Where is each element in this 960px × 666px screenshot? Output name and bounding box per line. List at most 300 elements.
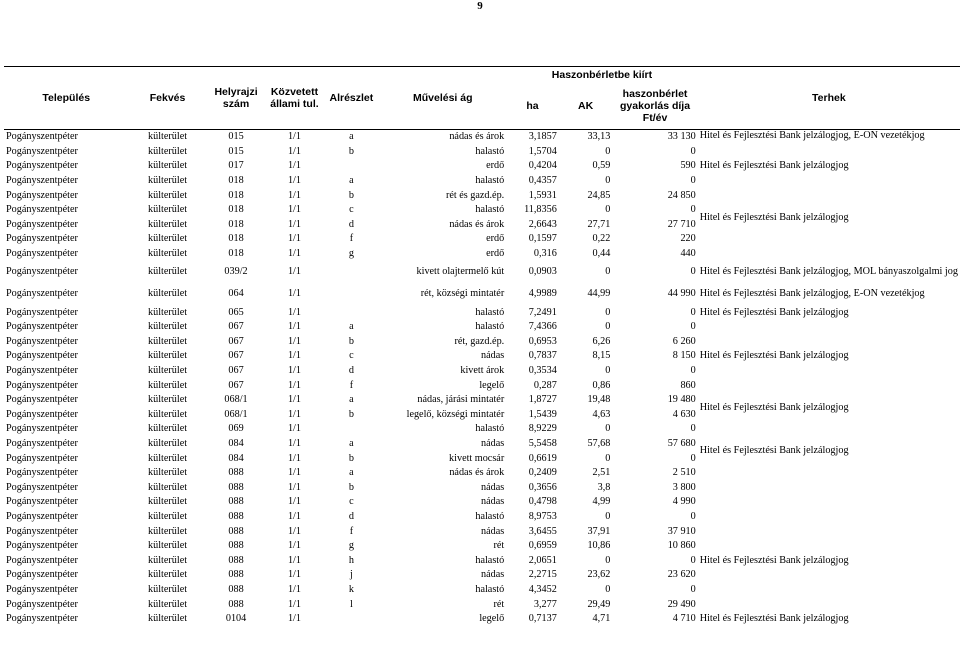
cell-dij: 37 910 — [667, 525, 696, 537]
cell-ha: 0,7837 — [528, 350, 557, 362]
cell-fekves: külterület — [148, 306, 188, 318]
cell-muvelesi: halastó — [475, 510, 505, 522]
cell-ak: 6,26 — [592, 335, 611, 347]
cell-ha: 2,0651 — [528, 554, 557, 566]
col-header-telepules: Település — [42, 92, 91, 104]
cell-fekves: külterület — [148, 583, 188, 595]
cell-muvelesi: legelő, községi mintatér — [406, 408, 505, 420]
cell-alreszlet: c — [349, 496, 354, 508]
cell-helyrajzi: 067 — [228, 379, 244, 391]
cell-dij: 0 — [690, 510, 696, 522]
cell-ak: 10,86 — [587, 540, 611, 552]
cell-alreszlet: a — [349, 131, 354, 143]
cell-fekves: külterület — [148, 423, 188, 435]
cell-telepules: Pogányszentpéter — [6, 496, 78, 508]
cell-muvelesi: erdő — [486, 160, 505, 172]
cell-alreszlet: g — [348, 540, 354, 552]
cell-ak: 0 — [605, 321, 611, 333]
cell-terhek: Hitel és Fejlesztési Bank jelzálogjog — [699, 401, 849, 413]
cell-fekves: külterület — [148, 554, 188, 566]
table-row — [4, 364, 960, 379]
cell-muvelesi: erdő — [486, 248, 505, 260]
cell-ha: 0,4798 — [528, 496, 557, 508]
cell-fekves: külterület — [148, 321, 188, 333]
cell-helyrajzi: 018 — [228, 204, 244, 216]
cell-dij: 4 710 — [672, 613, 696, 625]
cell-ak: 23,62 — [587, 569, 611, 581]
cell-muvelesi: rét és gazd.ép. — [445, 189, 505, 201]
cell-ak: 0 — [605, 365, 611, 377]
col-header-alreszlet: Alrészlet — [329, 92, 374, 104]
cell-alreszlet: a — [349, 437, 354, 449]
table-body — [4, 130, 960, 627]
cell-kozvetett: 1/1 — [287, 306, 301, 318]
cell-ha: 8,9753 — [528, 510, 557, 522]
cell-alreszlet: b — [348, 335, 354, 347]
cell-dij: 3 800 — [672, 481, 696, 493]
cell-alreszlet: c — [349, 350, 354, 362]
cell-alreszlet: f — [349, 233, 354, 245]
table-row — [4, 612, 960, 627]
cell-kozvetett: 1/1 — [287, 145, 301, 157]
cell-ak: 27,71 — [587, 218, 611, 230]
cell-terhek: Hitel és Fejlesztési Bank jelzálogjog — [699, 350, 849, 362]
cell-kozvetett: 1/1 — [287, 160, 301, 172]
table-row — [4, 247, 960, 262]
cell-telepules: Pogányszentpéter — [6, 145, 78, 157]
cell-muvelesi: legelő — [479, 379, 505, 391]
cell-alreszlet: g — [348, 248, 354, 260]
cell-ha: 0,3656 — [528, 481, 557, 493]
cell-muvelesi: kivett mocsár — [449, 452, 505, 464]
cell-helyrajzi: 088 — [228, 554, 244, 566]
cell-muvelesi: halastó — [475, 321, 505, 333]
cell-dij: 860 — [680, 379, 696, 391]
table-row — [4, 130, 960, 145]
cell-helyrajzi: 039/2 — [224, 266, 248, 278]
cell-muvelesi: rét, községi mintatér — [420, 288, 505, 300]
cell-ha: 3,1857 — [528, 131, 557, 143]
cell-alreszlet: l — [349, 598, 353, 610]
cell-ha: 1,5704 — [528, 145, 557, 157]
cell-kozvetett: 1/1 — [287, 540, 301, 552]
cell-dij: 19 480 — [667, 394, 696, 406]
cell-muvelesi: kivett olajtermelő kút — [416, 266, 505, 278]
cell-muvelesi: kivett árok — [460, 365, 505, 377]
cell-muvelesi: legelő — [479, 613, 505, 625]
cell-kozvetett: 1/1 — [287, 408, 301, 420]
cell-terhek — [698, 320, 960, 335]
cell-terhek: Hitel és Fejlesztési Bank jelzálogjog — [699, 211, 849, 223]
cell-ha: 1,8727 — [528, 394, 557, 406]
cell-ak: 0 — [605, 583, 611, 595]
cell-ha: 0,6959 — [528, 540, 557, 552]
cell-terhek — [698, 174, 960, 189]
table-row — [4, 466, 960, 481]
cell-helyrajzi: 084 — [228, 437, 244, 449]
cell-kozvetett: 1/1 — [287, 394, 301, 406]
cell-ak: 0,86 — [592, 379, 611, 391]
cell-telepules: Pogányszentpéter — [6, 131, 78, 143]
table-row — [4, 378, 960, 393]
cell-ak: 44,99 — [587, 288, 611, 300]
cell-ak: 4,63 — [592, 408, 611, 420]
cell-kozvetett: 1/1 — [287, 204, 301, 216]
cell-dij: 33 130 — [667, 131, 696, 143]
cell-fekves: külterület — [148, 467, 188, 479]
cell-ak: 3,8 — [597, 481, 611, 493]
cell-helyrajzi: 088 — [228, 467, 244, 479]
cell-muvelesi: nádas és árok — [449, 467, 505, 479]
table-row — [4, 188, 960, 203]
cell-ak: 8,15 — [592, 350, 611, 362]
cell-terhek — [698, 495, 960, 510]
cell-telepules: Pogányszentpéter — [6, 160, 78, 172]
col-header-muvelesi: Művelési ág — [412, 92, 473, 104]
cell-telepules: Pogányszentpéter — [6, 394, 78, 406]
table-row — [4, 305, 960, 320]
cell-telepules: Pogányszentpéter — [6, 350, 78, 362]
cell-kozvetett: 1/1 — [287, 525, 301, 537]
cell-muvelesi: halastó — [475, 145, 505, 157]
cell-alreszlet: a — [349, 175, 354, 187]
cell-terhek: Hitel és Fejlesztési Bank jelzálogjog — [699, 445, 849, 457]
cell-helyrajzi: 067 — [228, 365, 244, 377]
cell-dij: 4 990 — [672, 496, 696, 508]
cell-alreszlet: j — [349, 569, 353, 581]
cell-muvelesi: nádas — [481, 525, 505, 537]
cell-telepules: Pogányszentpéter — [6, 437, 78, 449]
cell-ak: 0 — [605, 266, 611, 278]
table-header — [4, 67, 960, 130]
cell-dij: 0 — [690, 204, 696, 216]
cell-ak: 0 — [605, 175, 611, 187]
cell-fekves: külterület — [148, 437, 188, 449]
col-header-dij: haszonbérlet gyakorlás díja Ft/év — [620, 88, 691, 124]
cell-ha: 0,4357 — [528, 175, 557, 187]
cell-kozvetett: 1/1 — [287, 452, 301, 464]
cell-alreszlet: a — [349, 394, 354, 406]
cell-helyrajzi: 0104 — [225, 613, 247, 625]
cell-kozvetett: 1/1 — [287, 437, 301, 449]
cell-ha: 0,6619 — [528, 452, 557, 464]
cell-kozvetett: 1/1 — [287, 467, 301, 479]
table-row — [4, 159, 960, 174]
cell-telepules: Pogányszentpéter — [6, 525, 78, 537]
cell-alreszlet: b — [348, 481, 354, 493]
cell-kozvetett: 1/1 — [287, 175, 301, 187]
cell-fekves: külterület — [148, 131, 188, 143]
cell-dij: 57 680 — [667, 437, 696, 449]
cell-terhek: Hitel és Fejlesztési Bank jelzálogjog — [699, 160, 849, 172]
cell-alreszlet: k — [348, 583, 354, 595]
cell-fekves: külterület — [148, 233, 188, 245]
cell-ak: 0,44 — [592, 248, 611, 260]
cell-fekves: külterület — [148, 510, 188, 522]
cell-kozvetett: 1/1 — [287, 613, 301, 625]
cell-ak: 19,48 — [587, 394, 611, 406]
cell-helyrajzi: 088 — [228, 496, 244, 508]
cell-terhek: Hitel és Fejlesztési Bank jelzálogjog — [699, 554, 849, 566]
cell-helyrajzi: 088 — [228, 540, 244, 552]
cell-muvelesi: rét, gazd.ép. — [454, 335, 505, 347]
cell-muvelesi: nádas — [481, 496, 505, 508]
cell-helyrajzi: 068/1 — [224, 394, 248, 406]
cell-telepules: Pogányszentpéter — [6, 204, 78, 216]
cell-ak: 33,13 — [587, 131, 611, 143]
cell-ha: 0,0903 — [528, 266, 557, 278]
cell-ak: 57,68 — [587, 437, 611, 449]
cell-fekves: külterület — [148, 248, 188, 260]
cell-muvelesi: halastó — [475, 583, 505, 595]
cell-ha: 7,4366 — [528, 321, 557, 333]
cell-terhek: Hitel és Fejlesztési Bank jelzálogjog — [699, 306, 849, 318]
cell-helyrajzi: 018 — [228, 175, 244, 187]
cell-ak: 4,71 — [592, 613, 611, 625]
cell-telepules: Pogányszentpéter — [6, 233, 78, 245]
cell-kozvetett: 1/1 — [287, 131, 301, 143]
cell-muvelesi: rét — [493, 540, 505, 552]
cell-ha: 8,9229 — [528, 423, 557, 435]
cell-ak: 4,99 — [592, 496, 611, 508]
cell-terhek — [698, 188, 960, 203]
cell-ha: 0,6953 — [528, 335, 557, 347]
cell-dij: 2 510 — [672, 467, 696, 479]
cell-dij: 6 260 — [672, 335, 696, 347]
cell-terhek — [698, 232, 960, 247]
cell-alreszlet — [324, 612, 380, 627]
cell-fekves: külterület — [148, 598, 188, 610]
cell-dij: 23 620 — [667, 569, 696, 581]
cell-dij: 29 490 — [667, 598, 696, 610]
cell-ak: 0,22 — [592, 233, 611, 245]
cell-kozvetett: 1/1 — [287, 321, 301, 333]
cell-dij: 0 — [690, 554, 696, 566]
cell-alreszlet: h — [348, 554, 354, 566]
cell-fekves: külterület — [148, 204, 188, 216]
table-row — [4, 261, 960, 283]
cell-ha: 1,5931 — [528, 189, 557, 201]
cell-fekves: külterület — [148, 145, 188, 157]
col-header-helyrajzi: Helyrajzi szám — [214, 86, 258, 110]
cell-telepules: Pogányszentpéter — [6, 481, 78, 493]
cell-terhek — [698, 364, 960, 379]
cell-fekves: külterület — [148, 160, 188, 172]
cell-ak: 0 — [605, 452, 611, 464]
cell-muvelesi: nádas — [481, 569, 505, 581]
cell-ha: 0,2409 — [528, 467, 557, 479]
cell-fekves: külterület — [148, 394, 188, 406]
table-row — [4, 393, 960, 408]
cell-fekves: külterület — [148, 175, 188, 187]
cell-dij: 220 — [680, 233, 696, 245]
cell-ha: 0,3534 — [528, 365, 557, 377]
cell-telepules: Pogányszentpéter — [6, 583, 78, 595]
cell-kozvetett: 1/1 — [287, 481, 301, 493]
cell-kozvetett: 1/1 — [287, 496, 301, 508]
cell-helyrajzi: 067 — [228, 335, 244, 347]
cell-kozvetett: 1/1 — [287, 218, 301, 230]
cell-alreszlet — [324, 283, 380, 305]
cell-telepules: Pogányszentpéter — [6, 306, 78, 318]
cell-telepules: Pogányszentpéter — [6, 540, 78, 552]
cell-helyrajzi: 064 — [228, 288, 244, 300]
cell-kozvetett: 1/1 — [287, 598, 301, 610]
cell-helyrajzi: 068/1 — [224, 408, 248, 420]
cell-alreszlet — [324, 159, 380, 174]
cell-fekves: külterület — [148, 335, 188, 347]
cell-muvelesi: nádas, járási mintatér — [417, 394, 505, 406]
cell-ak: 24,85 — [587, 189, 611, 201]
cell-ha: 3,277 — [533, 598, 557, 610]
cell-helyrajzi: 018 — [228, 248, 244, 260]
cell-terhek — [698, 422, 960, 437]
cell-kozvetett: 1/1 — [287, 248, 301, 260]
cell-dij: 0 — [690, 452, 696, 464]
cell-terhek: Hitel és Fejlesztési Bank jelzálogjog, E-ON vezetékjog — [699, 288, 925, 300]
cell-dij: 0 — [690, 365, 696, 377]
table-row — [4, 232, 960, 247]
cell-telepules: Pogányszentpéter — [6, 423, 78, 435]
cell-telepules: Pogányszentpéter — [6, 266, 78, 278]
cell-helyrajzi: 018 — [228, 189, 244, 201]
cell-ak: 29,49 — [587, 598, 611, 610]
cell-kozvetett: 1/1 — [287, 233, 301, 245]
cell-dij: 44 990 — [667, 288, 696, 300]
cell-fekves: külterület — [148, 452, 188, 464]
cell-ak: 2,51 — [592, 467, 611, 479]
cell-kozvetett: 1/1 — [287, 350, 301, 362]
table-row — [4, 349, 960, 364]
cell-ha: 2,2715 — [528, 569, 557, 581]
cell-ha: 3,6455 — [528, 525, 557, 537]
cell-dij: 24 850 — [667, 189, 696, 201]
cell-kozvetett: 1/1 — [287, 379, 301, 391]
cell-dij: 10 860 — [667, 540, 696, 552]
land-lease-table — [4, 66, 960, 626]
cell-telepules: Pogányszentpéter — [6, 598, 78, 610]
cell-ha: 7,2491 — [528, 306, 557, 318]
cell-muvelesi: nádas és árok — [449, 131, 505, 143]
cell-kozvetett: 1/1 — [287, 365, 301, 377]
table-row — [4, 335, 960, 350]
cell-ha: 0,4204 — [528, 160, 557, 172]
cell-fekves: külterület — [148, 569, 188, 581]
cell-ha: 5,5458 — [528, 437, 557, 449]
cell-dij: 440 — [680, 248, 696, 260]
col-header-terhek: Terhek — [812, 92, 846, 104]
cell-terhek — [698, 480, 960, 495]
cell-fekves: külterület — [148, 189, 188, 201]
cell-ak: 0,59 — [592, 160, 611, 172]
cell-helyrajzi: 088 — [228, 525, 244, 537]
cell-alreszlet — [324, 422, 380, 437]
cell-ha: 4,3452 — [528, 583, 557, 595]
col-header-haszonberlet-group: Haszonbérletbe kiírt — [551, 69, 653, 81]
cell-helyrajzi: 084 — [228, 452, 244, 464]
cell-alreszlet: c — [349, 204, 354, 216]
cell-helyrajzi: 088 — [228, 598, 244, 610]
cell-ha: 0,7137 — [528, 613, 557, 625]
cell-ak: 0 — [605, 510, 611, 522]
cell-telepules: Pogányszentpéter — [6, 554, 78, 566]
cell-alreszlet: d — [348, 218, 354, 230]
cell-ak: 0 — [605, 423, 611, 435]
table-row — [4, 495, 960, 510]
cell-dij: 0 — [690, 175, 696, 187]
cell-telepules: Pogányszentpéter — [6, 365, 78, 377]
col-header-ak: AK — [577, 100, 594, 112]
cell-ha: 11,8356 — [524, 204, 557, 216]
cell-helyrajzi: 088 — [228, 569, 244, 581]
cell-helyrajzi: 088 — [228, 510, 244, 522]
cell-alreszlet: a — [349, 321, 354, 333]
cell-telepules: Pogányszentpéter — [6, 613, 78, 625]
cell-kozvetett: 1/1 — [287, 510, 301, 522]
cell-ha: 2,6643 — [528, 218, 557, 230]
cell-telepules: Pogányszentpéter — [6, 379, 78, 391]
cell-telepules: Pogányszentpéter — [6, 335, 78, 347]
table-row — [4, 437, 960, 452]
cell-muvelesi: erdő — [486, 233, 505, 245]
cell-terhek: Hitel és Fejlesztési Bank jelzálogjog, MOL bányaszolgalmi jog — [699, 266, 958, 278]
cell-muvelesi: rét — [493, 598, 505, 610]
cell-dij: 0 — [690, 306, 696, 318]
cell-muvelesi: halastó — [475, 204, 505, 216]
table-row — [4, 203, 960, 218]
cell-terhek: Hitel és Fejlesztési Bank jelzálogjog, E-ON vezetékjog — [699, 130, 925, 141]
cell-fekves: külterület — [148, 613, 188, 625]
cell-telepules: Pogányszentpéter — [6, 452, 78, 464]
cell-dij: 0 — [690, 321, 696, 333]
table-row — [4, 510, 960, 525]
cell-helyrajzi: 067 — [228, 321, 244, 333]
cell-terhek: Hitel és Fejlesztési Bank jelzálogjog — [699, 613, 849, 625]
cell-telepules: Pogányszentpéter — [6, 321, 78, 333]
cell-dij: 4 630 — [672, 408, 696, 420]
cell-muvelesi: halastó — [475, 175, 505, 187]
cell-ha: 4,9989 — [528, 288, 557, 300]
cell-dij: 8 150 — [672, 350, 696, 362]
cell-fekves: külterület — [148, 540, 188, 552]
cell-alreszlet — [324, 261, 380, 283]
cell-ak: 0 — [605, 204, 611, 216]
cell-muvelesi: nádas — [481, 437, 505, 449]
cell-muvelesi: halastó — [475, 306, 505, 318]
cell-muvelesi: nádas és árok — [449, 218, 505, 230]
cell-fekves: külterület — [148, 365, 188, 377]
cell-kozvetett: 1/1 — [287, 554, 301, 566]
cell-ha: 0,1597 — [528, 233, 557, 245]
table-row — [4, 283, 960, 305]
cell-dij: 27 710 — [667, 218, 696, 230]
cell-terhek — [698, 466, 960, 481]
cell-dij: 0 — [690, 145, 696, 157]
col-header-kozvetett: Közvetett állami tul. — [270, 86, 319, 110]
cell-fekves: külterület — [148, 408, 188, 420]
cell-telepules: Pogányszentpéter — [6, 175, 78, 187]
cell-helyrajzi: 069 — [228, 423, 244, 435]
cell-ak: 0 — [605, 554, 611, 566]
cell-helyrajzi: 088 — [228, 583, 244, 595]
cell-ak: 0 — [605, 306, 611, 318]
cell-muvelesi: nádas — [481, 481, 505, 493]
table-row — [4, 422, 960, 437]
cell-fekves: külterület — [148, 350, 188, 362]
cell-alreszlet: d — [348, 365, 354, 377]
cell-helyrajzi: 065 — [228, 306, 244, 318]
cell-fekves: külterület — [148, 266, 188, 278]
